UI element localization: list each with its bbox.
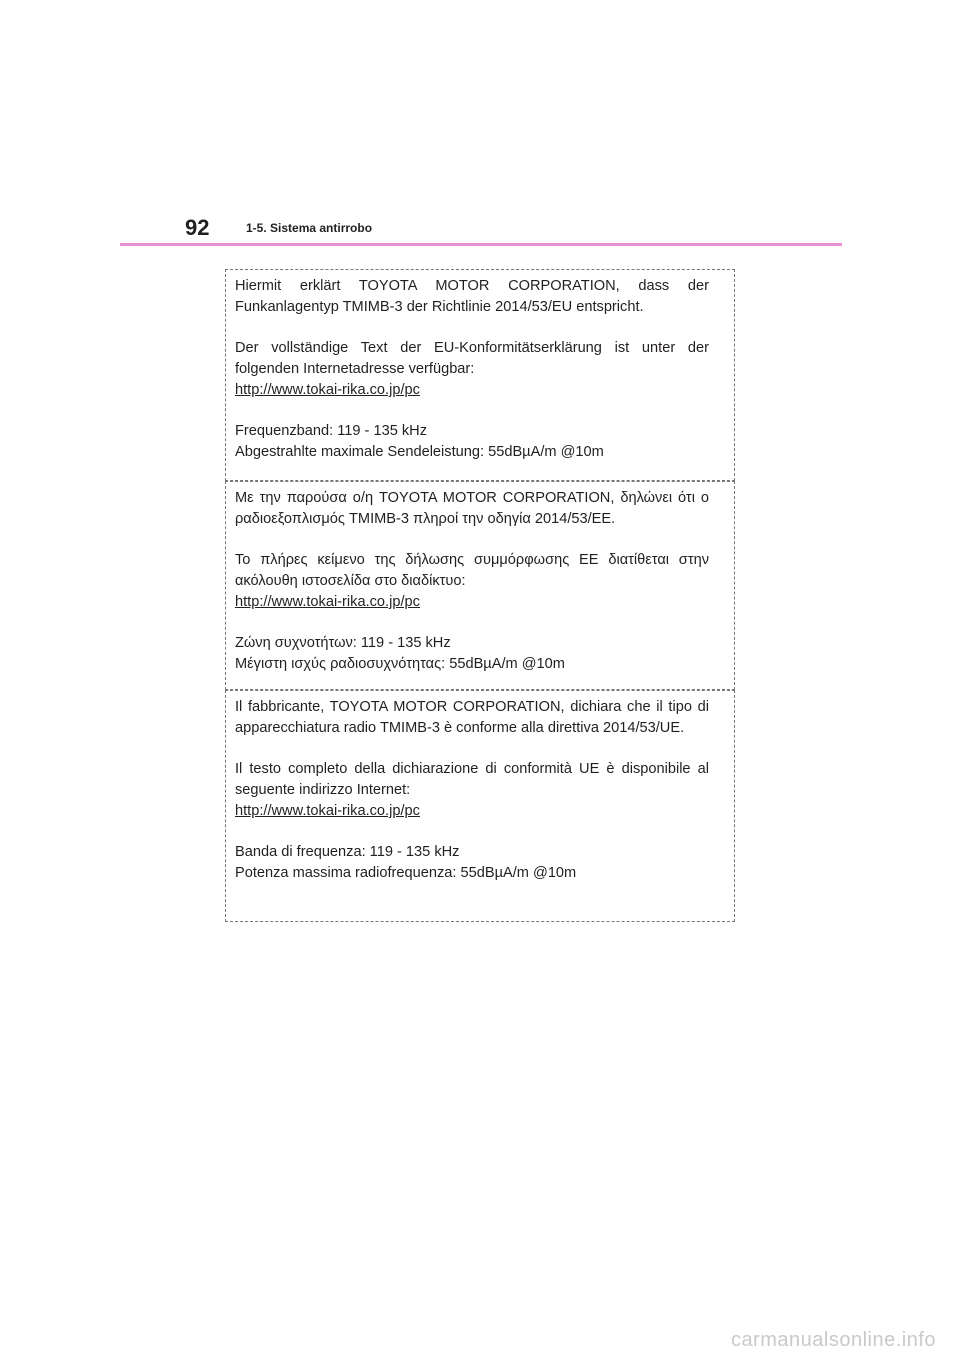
watermark: carmanualsonline.info [730, 1329, 936, 1351]
declaration-statement: Il fabbricante, TOYOTA MOTOR CORPORATION, dichiara che il tipo di apparecchiatura radio TMIMB-3 è conforme alla direttiva 2014/53/UE. [235, 699, 709, 736]
declaration-availability: Il testo completo della dichiarazione di conformità UE è disponibile al seguente indirizzo Internet: [235, 761, 709, 798]
declaration-link[interactable]: http://www.tokai-rika.co.jp/pc [235, 594, 420, 610]
declaration-box-greek [225, 481, 735, 690]
declaration-box-italian [225, 690, 735, 922]
frequency-band: Ζώνη συχνοτήτων: 119 - 135 kHz [235, 635, 451, 651]
frequency-band: Banda di frequenza: 119 - 135 kHz [235, 844, 460, 860]
declaration-box-german [225, 269, 735, 481]
declaration-link[interactable]: http://www.tokai-rika.co.jp/pc [235, 382, 420, 398]
declaration-link[interactable]: http://www.tokai-rika.co.jp/pc [235, 803, 420, 819]
declaration-availability: Το πλήρες κείμενο της δήλωσης συμμόρφωσης ΕΕ διατίθεται στην ακόλουθη ιστοσελίδα στο διαδίκτυο: [235, 552, 709, 589]
declaration-statement: Με την παρούσα ο/η TOYOTA MOTOR CORPORATION, δηλώνει ότι ο ραδιοεξοπλισμός TMIMB-3 πληροί την οδηγία 2014/53/ΕΕ. [235, 490, 709, 527]
declaration-availability: Der vollständige Text der EU-Konformitätserklärung ist unter der folgenden Internetadresse verfügbar: [235, 340, 709, 377]
max-power: Μέγιστη ισχύς ραδιοσυχνότητας: 55dBµA/m @10m [235, 656, 565, 672]
max-power: Abgestrahlte maximale Sendeleistung: 55dBµA/m @10m [235, 444, 604, 460]
section-title: 1-5. Sistema antirrobo [246, 221, 373, 235]
declaration-statement: Hiermit erklärt TOYOTA MOTOR CORPORATION, dass der Funkanlagentyp TMIMB-3 der Richtlinie 2014/53/EU entspricht. [235, 278, 709, 315]
frequency-band: Frequenzband: 119 - 135 kHz [235, 423, 427, 439]
header-rule [120, 243, 842, 246]
max-power: Potenza massima radiofrequenza: 55dBµA/m @10m [235, 865, 577, 881]
page-number: 92 [185, 215, 210, 240]
